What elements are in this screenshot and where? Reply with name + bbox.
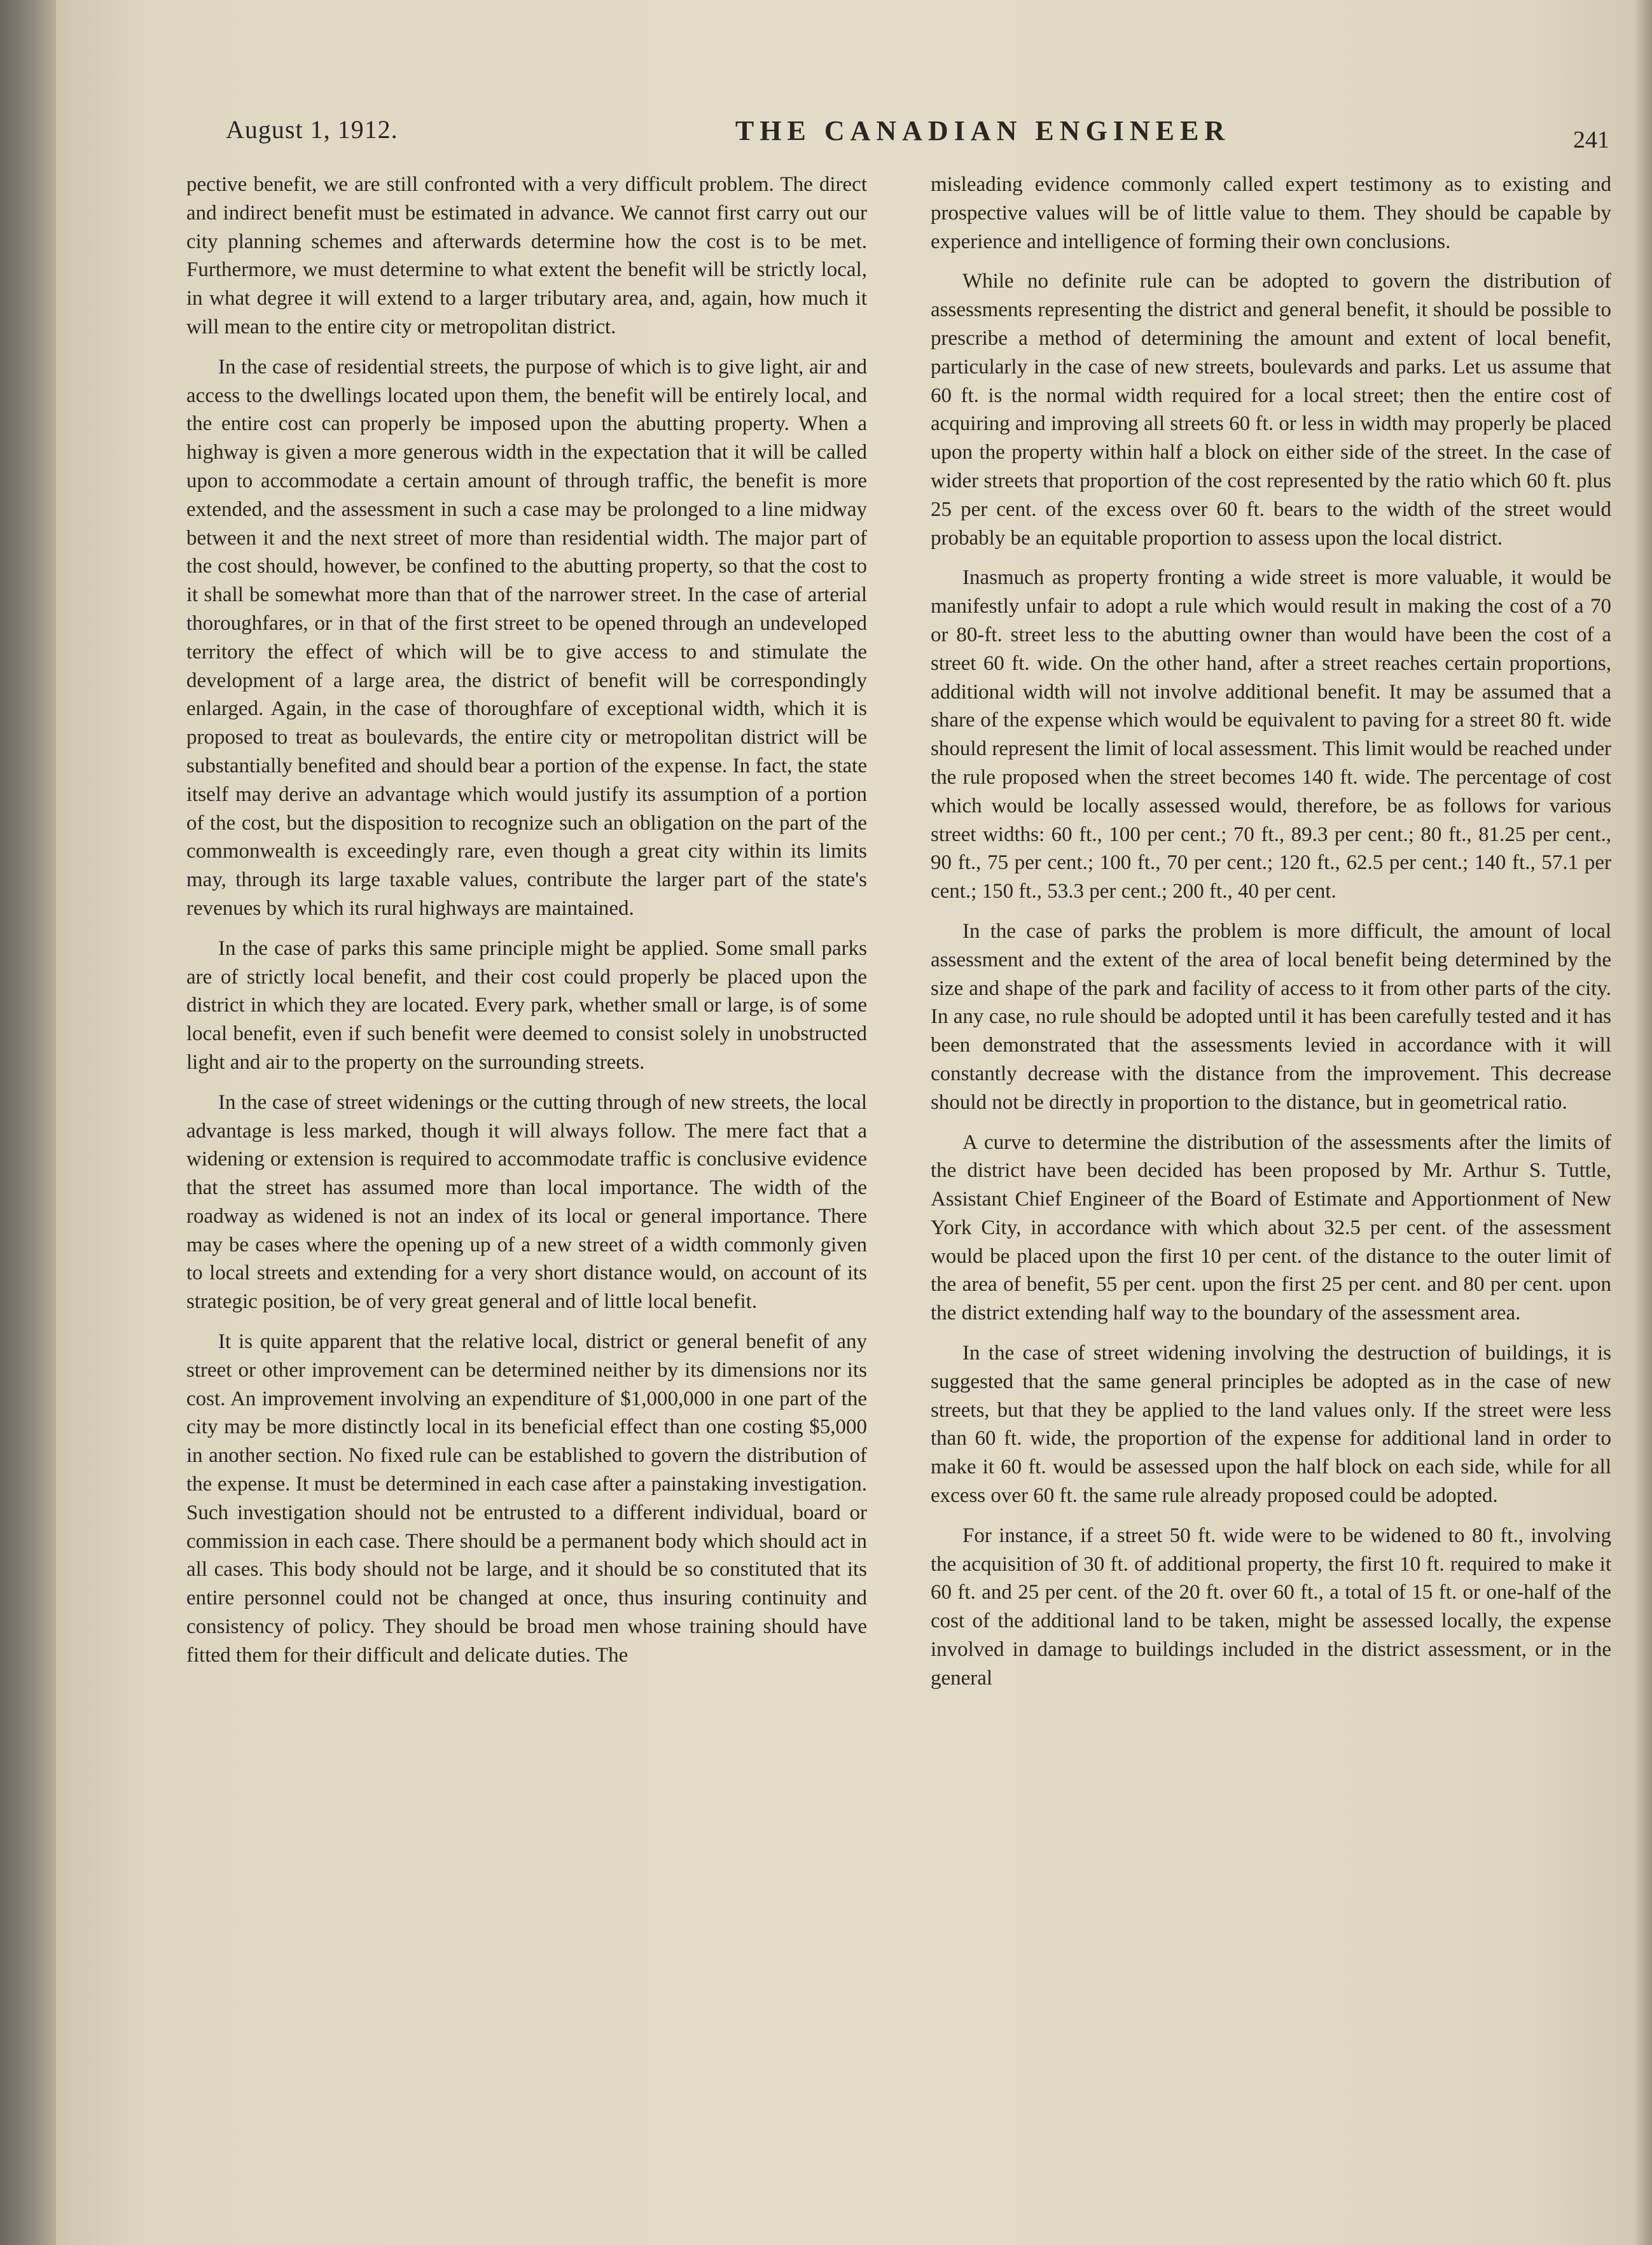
running-head [226,115,1609,153]
paragraph: In the case of street widening involving the destruction of buildings, it is suggested that the same general principles be adopted as in the case of new streets, but that they be applied to the land values only. If the street were less than 60 ft. wide, the proportion of the expense for additional land in order to make it 60 ft. would be assessed upon the half block on each side, while for all excess over 60 ft. the same rule already proposed could be adopted. [931,1342,1611,1508]
right-column [931,170,1611,1704]
page-number: 241 [1573,127,1609,153]
page-edge-shadow [1634,0,1652,2245]
paragraph: A curve to determine the distribution of the assessments after the limits of the district have been decided has been proposed by Mr. Arthur S. Tuttle, Assistant Chief Engineer of the Board of Estimate and Apportionment of New York City, in accordance with which about 32.5 per cent. of the assessment would be placed upon the first 10 per cent. of the distance to the outer limit of the area of benefit, 55 per cent. upon the first 25 per cent. and 80 per cent. upon the district extending half way to the boundary of the assessment area. [931,1130,1611,1325]
paragraph: In the case of street widenings or the cutting through of new streets, the local advantage is less marked, though it will always follow. The mere fact that a widening or extension is required to accommodate traffic is conclusive evidence that the street has assumed more than local importance. The width of the roadway as widened is not an index of its local or general importance. There may be cases where the opening up of a new street of a width commonly given to local streets and extending for a very short distance would, on account of its strategic position, be of very great general and of little local benefit. [186,1090,867,1314]
journal-title: THE CANADIAN ENGINEER [735,115,1231,146]
paragraph: In the case of parks the problem is more difficult, the amount of local assessment and the extent of the area of local benefit being determined by the size and shape of the park and facility of access to it from other parts of the city. In any case, no rule should be adopted until it has been carefully tested and it has been demonstrated that the assessments levied in accordance with it will constantly decrease with the distance from the improvement. This decrease should not be directly in proportion to the distance, but in geometrical ratio. [931,919,1611,1114]
book-binding-shadow [0,0,56,2245]
paragraph: In the case of residential streets, the purpose of which is to give light, air and access to the dwellings located upon them, the benefit will be entirely local, and the entire cost can properly be imposed upon the abutting property. When a highway is given a more generous width in the expectation that it will be called upon to accommodate a certain amount of through traffic, the benefit is more extended, and the assessment in such a case may be prolonged to a line midway between it and the next street of more than residential width. The major part of the cost should, however, be confined to the abutting property, so that the cost to it shall be somewhat more than that of the narrower street. In the case of arterial thoroughfares, or in that of the first street to be opened through an undeveloped territory the effect of which will be to give access to and stimulate the development of a large area, the district of benefit will be correspondingly enlarged. Again, in the case of thoroughfare of exceptional width, which it is proposed to treat as boulevards, the entire city or metropolitan district will be substantially benefited and should bear a portion of the expense. In fact, the state itself may derive an advantage which would justify its assumption of a portion of the cost, but the disposition to recognize such an obligation on the part of the commonwealth is exceedingly rare, even though a great city within its limits may, through its large taxable values, contribute the larger part of the state's revenues by which its rural highways are maintained. [186,355,867,920]
paragraph: pective benefit, we are still confronted with a very difficult problem. The direct and indirect benefit must be estimated in advance. We cannot first carry out our city planning schemes and afterwards determine how the cost is to be met. Furthermore, we must determine to what extent the benefit will be strictly local, in what degree it will extend to a larger tributary area, and, again, how much it will mean to the entire city or metropolitan district. [186,173,867,338]
paragraph: Inasmuch as property fronting a wide street is more valuable, it would be manifestly unfair to adopt a rule which would result in making the cost of a 70 or 80-ft. street less to the abutting owner than would have been the cost of a street 60 ft. wide. On the other hand, after a street reaches certain proportions, additional width will not involve additional benefit. It may be assumed that a share of the expense which would be equivalent to paving for a street 80 ft. wide should represent the limit of local assessment. This limit would be reached under the rule proposed when the street becomes 140 ft. wide. The percentage of cost which would be locally assessed would, therefore, be as follows for various street widths: 60 ft., 100 per cent.; 70 ft., 89.3 per cent.; 80 ft., 81.25 per cent., 90 ft., 75 per cent.; 100 ft., 70 per cent.; 120 ft., 62.5 per cent.; 140 ft., 57.1 per cent.; 150 ft., 53.3 per cent.; 200 ft., 40 per cent. [931,566,1611,903]
left-column [186,170,867,1681]
paragraph: In the case of parks this same principle might be applied. Some small parks are of strictly local benefit, and their cost could properly be placed upon the district in which they are located. Every park, whether small or large, is of some local benefit, even if such benefit were deemed to consist solely in unobstructed light and air to the property on the surrounding streets. [186,936,867,1074]
paragraph: It is quite apparent that the relative local, district or general benefit of any street or other improvement can be determined neither by its dimensions nor its cost. An improvement involving an expenditure of $1,000,000 in one part of the city may be more distinctly local in its beneficial effect than one costing $5,000 in another section. No fixed rule can be established to govern the distribution of the expense. It must be determined in each case after a painstaking investigation. Such investigation should not be entrusted to a different individual, board or commission in each case. There should be a permanent body which should act in all cases. This body should not be large, and it should be so constituted that its entire personnel could not be changed at once, thus insuring continuity and consistency of policy. They should be broad men whose training should have fitted them for their difficult and delicate duties. The [186,1330,867,1667]
paragraph: While no definite rule can be adopted to govern the distribution of assessments representing the district and general benefit, it should be possible to prescribe a method of determining the amount and extent of local benefit, particularly in the case of new streets, boulevards and parks. Let us assume that 60 ft. is the normal width required for a local street; then the entire cost of acquiring and improving all streets 60 ft. or less in width may properly be placed upon the property within half a block on either side of the street. In the case of wider streets that proportion of the cost represented by the ratio which 60 ft. plus 25 per cent. of the excess over 60 ft. bears to the width of the street would probably be an equitable proportion to assess upon the local district. [931,270,1611,550]
issue-date: August 1, 1912. [226,115,398,144]
paragraph: misleading evidence commonly called expert testimony as to existing and prospective values will be of little value to them. They should be capable by experience and intelligence of forming their own conclusions. [931,173,1611,253]
paragraph: For instance, if a street 50 ft. wide were to be widened to 80 ft., involving the acquisition of 30 ft. of additional property, the first 10 ft. required to make it 60 ft. and 25 per cent. of the 20 ft. over 60 ft., a total of 15 ft. or one-half of the cost of the additional land to be taken, might be assessed locally, the expense involved in damage to buildings included in the district assessment, or in the general [931,1524,1611,1690]
